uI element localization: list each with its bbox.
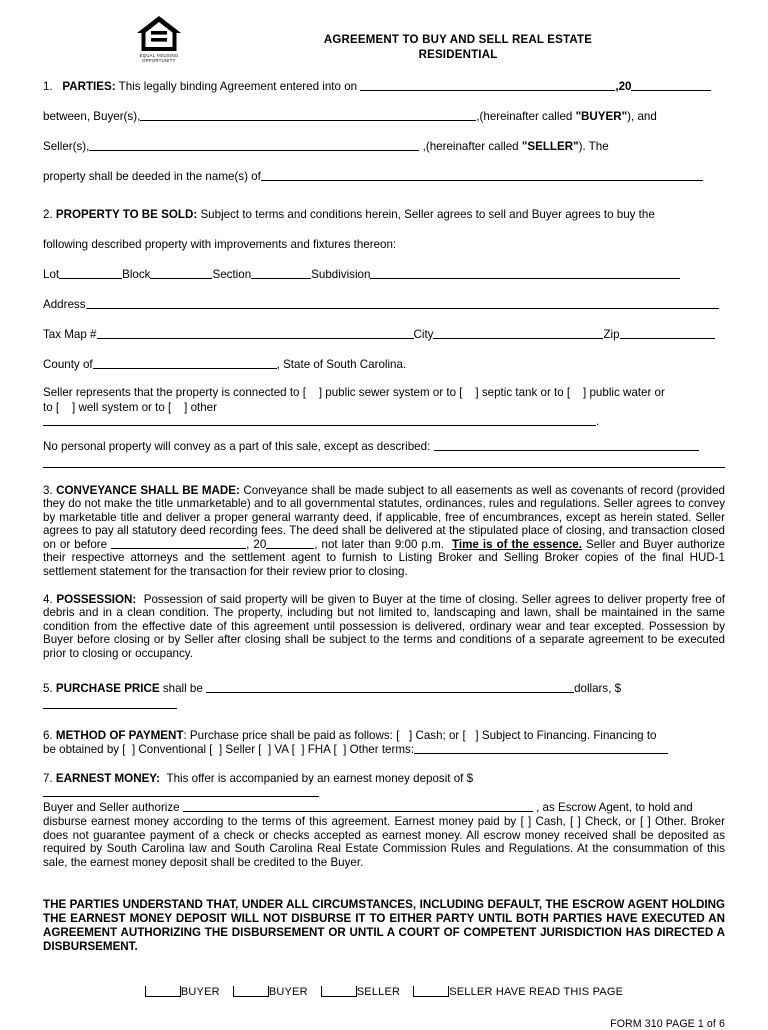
section5-number: 5. [43, 681, 53, 695]
section6-line2-e: ] FHA [ [301, 743, 337, 757]
section-label: Section [212, 268, 252, 281]
deed-name-label: property shall be deeded in the name(s) of [43, 170, 261, 183]
public-water-checkbox[interactable] [570, 386, 583, 399]
section-possession [43, 593, 725, 661]
section6-line2-d: ] VA [ [267, 743, 295, 757]
lot-blank-field[interactable] [59, 268, 122, 279]
section1-number: 1. [43, 80, 53, 93]
section3-text-b: , not later than 9:00 p.m. [314, 537, 444, 551]
buyer-initials-label-2: BUYER [268, 986, 308, 999]
parties-line-buyer [43, 102, 725, 132]
utilities-line2-c: ] other [184, 400, 217, 414]
section-purchase-price [43, 681, 725, 713]
section6-line2-c: ] Seller [ [218, 743, 262, 757]
address-label: Address [43, 298, 86, 311]
buyer-initials-box-1[interactable] [145, 986, 181, 997]
section7-number: 7. [43, 771, 53, 785]
section6-line1-a: : Purchase price shall be paid as follows: [ [183, 728, 400, 742]
personal-property-blank-field[interactable] [434, 440, 699, 451]
date-blank-field[interactable] [360, 80, 615, 91]
purchase-price-words-blank-field[interactable] [206, 682, 574, 693]
section3-text-c: Seller and Buyer authorize their respective attorneys and the settlement agent to furnish to Listing Broker and Selling Broker copies of the final HUD-1 settlement statement for the transaction for their review prior to closing. [43, 537, 725, 579]
seller-initials-label-1: SELLER [356, 986, 401, 999]
earnest-money-line2 [43, 801, 725, 816]
property-lead-line2 [43, 230, 725, 260]
utilities-line1-c: ] septic tank or to [ [475, 386, 571, 399]
section7-heading: EARNEST MONEY: [55, 771, 161, 785]
zip-label: Zip [603, 328, 620, 341]
escrow-agent-blank-field[interactable] [183, 801, 533, 812]
time-is-of-the-essence-emphasis: Time is of the essence. [452, 537, 582, 551]
section4-text: Possession of said property will be given to Buyer at the time of closing. Seller agrees to deliver property free of debris and in a clean condition. The property, including but not limited to, landscaping and lawn, shall be maintained in the same condition from the effective date of this agreement until possession is delivered, ordinary wear and tear excepted. Possession by Buyer before closing or by Seller after closing shall be subject to the terms and conditions of a separate agreement to be executed prior to closing or occupancy. [43, 592, 725, 661]
seller-name-blank-field[interactable] [89, 140, 419, 151]
parties-line-seller [43, 132, 725, 162]
section2-number: 2. [43, 208, 53, 221]
document-title [218, 33, 698, 63]
property-utilities-block [43, 386, 725, 430]
personal-property-label: No personal property will convey as a part of this sale, except as described: [43, 439, 431, 453]
section6-heading: METHOD OF PAYMENT [55, 728, 184, 742]
seller-initials-label-2: SELLER HAVE READ THIS PAGE [449, 986, 624, 999]
city-blank-field[interactable] [433, 328, 603, 339]
personal-property-line [43, 440, 725, 454]
city-label: City [413, 328, 434, 341]
property-address-line [43, 290, 725, 320]
earnest-money-body: disburse earnest money according to the terms of this agreement. Earnest money paid by [ ] Cash, [ ] Check, or [ ] Other. Broker does not guarantee payment of a check or checks accepted as earnest money. All escrow money received shall be deposited as required by South Carolina law and South Carolina Real Estate Commission Rules and Regulations. At the consummation of this sale, the earnest money deposit shall be credited to the Buyer. [43, 815, 725, 869]
section6-line2-a: be obtained by [ [43, 743, 126, 757]
initials-row [43, 986, 725, 998]
buyer-name-blank-field[interactable] [140, 110, 476, 121]
county-label: County of [43, 358, 93, 371]
section-conveyance [43, 484, 725, 579]
well-checkbox[interactable] [59, 401, 72, 414]
section6-number: 6. [43, 728, 53, 742]
seller-quoted-label: "SELLER" [521, 140, 579, 153]
seller-label: Seller(s), [43, 140, 90, 153]
other-utility-blank-field[interactable] [43, 415, 596, 426]
lot-label: Lot [43, 268, 60, 281]
state-text: , State of South Carolina. [276, 358, 407, 371]
financing-checkbox[interactable] [466, 729, 476, 742]
zip-blank-field[interactable] [620, 328, 715, 339]
section-method-of-payment [43, 729, 725, 758]
closing-date-blank-field[interactable] [111, 539, 246, 549]
utilities-line1-b: ] public sewer system or to [ [318, 386, 463, 399]
section4-number: 4. [43, 592, 53, 606]
utilities-line1-d: ] public water or [583, 386, 665, 399]
subdivision-label: Subdivision [311, 268, 371, 281]
property-county-line [43, 350, 725, 380]
address-blank-field[interactable] [86, 298, 719, 309]
escrow-agent-suffix: , as Escrow Agent, to hold and [536, 800, 693, 814]
buyer-initials-box-2[interactable] [233, 986, 269, 997]
section6-line1-b: ] Cash; or [ [409, 728, 466, 742]
utilities-line2-a: to [ [43, 400, 60, 414]
buyer-suffix-a: ,(hereinafter called [476, 110, 576, 123]
other-terms-blank-field[interactable] [414, 743, 668, 754]
logo-caption-line1: EQUAL HOUSING [139, 53, 179, 58]
page-content [43, 0, 725, 1030]
section-parties [43, 72, 725, 192]
document-title-line1: AGREEMENT TO BUY AND SELL REAL ESTATE [323, 34, 593, 46]
other-utility-checkbox[interactable] [171, 401, 184, 414]
section7-line1: This offer is accompanied by an earnest money deposit of $ [166, 771, 474, 785]
section3-text-a: Conveyance shall be made subject to all easements as well as covenants of record (provided they do not make the title unmarketable) and to all governmental statutes, ordinances, rules and regulations. Seller agrees to convey by marketable title and deliver a proper general warranty deed, if applicable, free of encumbrances, except as herein stated. Seller agrees to pay all statutory deed recording fees. The deed shall be delivered at the stipulated place of closing, and transaction closed on or before [43, 483, 726, 551]
property-taxmap-line [43, 320, 725, 350]
utilities-line2-b: ] well system or to [ [72, 400, 172, 414]
property-lot-line [43, 260, 725, 290]
document-header [43, 0, 725, 72]
logo-caption-line2: OPPORTUNITY [142, 58, 176, 63]
section3-year-prefix: , 20 [246, 537, 267, 551]
dollars-label: dollars, $ [574, 681, 622, 695]
buyer-quoted-label: "BUYER" [575, 110, 628, 123]
section6-line2-f: ] Other terms: [343, 743, 415, 757]
buyer-suffix-b: ), and [627, 110, 657, 123]
section2-heading: PROPERTY TO BE SOLD: [55, 208, 198, 221]
county-blank-field[interactable] [93, 358, 277, 369]
earnest-money-line1 [43, 772, 725, 801]
purchase-price-amount-blank-field[interactable] [43, 698, 177, 709]
section1-lead: This legally binding Agreement entered into on [118, 80, 358, 93]
block-blank-field[interactable] [150, 268, 212, 279]
escrow-agent-label: Buyer and Seller authorize [43, 800, 180, 814]
section-property-to-be-sold [43, 200, 725, 468]
section5-lead: shall be [162, 681, 203, 695]
section3-number: 3. [43, 483, 53, 497]
taxmap-blank-field[interactable] [97, 328, 414, 339]
section2-lead: Subject to terms and conditions herein, Seller agrees to sell and Buyer agrees to buy the [200, 208, 655, 221]
closing-year-blank-field[interactable] [266, 539, 314, 549]
section3-heading: CONVEYANCE SHALL BE MADE: [56, 483, 240, 497]
form-number-footer: FORM 310 PAGE 1 of 6 [610, 1018, 725, 1030]
section1-heading: PARTIES: [62, 80, 116, 93]
property-lead-line [43, 200, 725, 230]
seller-initials-box-2[interactable] [413, 986, 449, 997]
equal-housing-opportunity-icon [135, 14, 183, 64]
buyer-label: between, Buyer(s), [43, 110, 141, 123]
section2-line2: following described property with improvements and fixtures thereon: [43, 238, 397, 251]
septic-checkbox[interactable] [463, 386, 476, 399]
parties-line-date [43, 72, 725, 102]
utilities-line1-a: Seller represents that the property is connected to [ [43, 386, 306, 399]
section6-line2-b: ] Conventional [ [131, 743, 213, 757]
sewer-checkbox[interactable] [306, 386, 319, 399]
parties-line-deed-name [43, 162, 725, 192]
document-title-line2: RESIDENTIAL [418, 49, 498, 61]
deed-name-blank-field[interactable] [261, 170, 703, 181]
buyer-initials-label-1: BUYER [180, 986, 220, 999]
block-label: Block [122, 268, 151, 281]
cash-checkbox[interactable] [399, 729, 409, 742]
year-prefix: ,20 [615, 80, 632, 93]
section-earnest-money [43, 772, 725, 870]
section5-heading: PURCHASE PRICE [55, 681, 160, 695]
utilities-line2-end: . [596, 415, 600, 428]
subdivision-blank-field[interactable] [370, 268, 680, 279]
seller-suffix-b: ). The [578, 140, 609, 153]
earnest-money-amount-blank-field[interactable] [43, 786, 319, 797]
section6-line1-c: ] Subject to Financing. Financing to [475, 728, 657, 742]
seller-suffix-a: ,(hereinafter called [419, 140, 522, 153]
escrow-disbursement-notice: THE PARTIES UNDERSTAND THAT, UNDER ALL CIRCUMSTANCES, INCLUDING DEFAULT, THE ESCROW AGENT HOLDING THE EARNEST MONEY DEPOSIT WILL NOT DISBURSE IT TO EITHER PARTY UNTIL BOTH PARTIES HAVE EXECUTED AN AGREEMENT AUTHORIZING THE DISBURSEMENT OR UNTIL A COURT OF COMPETENT JURISDICTION HAS DIRECTED A DISBURSEMENT. [43, 897, 725, 954]
year-blank-field[interactable] [631, 80, 711, 91]
seller-initials-box-1[interactable] [321, 986, 357, 997]
section-blank-field[interactable] [251, 268, 311, 279]
taxmap-label: Tax Map # [43, 328, 97, 341]
section4-heading: POSSESSION: [56, 592, 137, 606]
